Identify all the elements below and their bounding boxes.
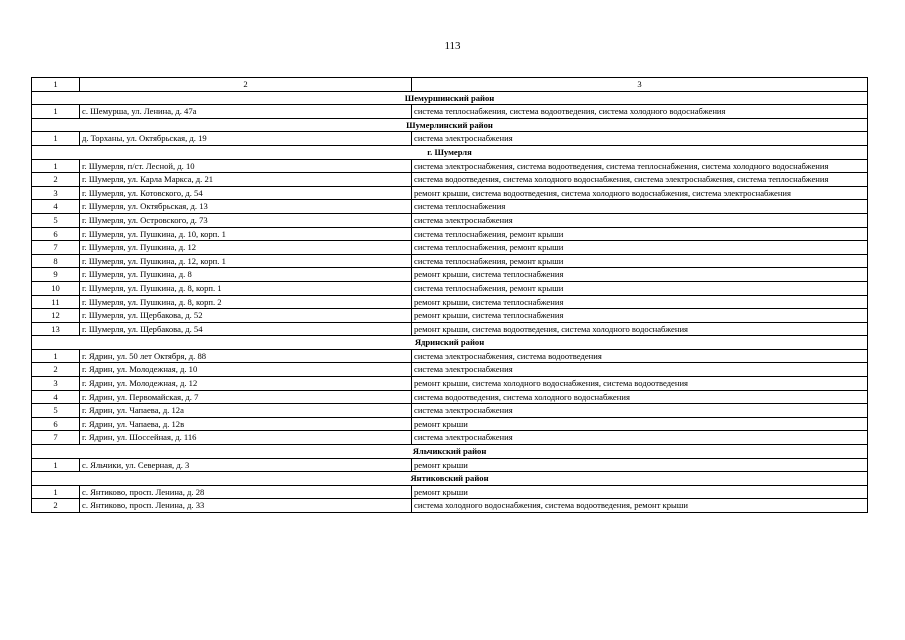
- table-row: [32, 200, 868, 214]
- row-address: г. Шумерля, ул. Октябрьская, д. 13: [80, 200, 412, 214]
- district-name: Ядринский район: [32, 336, 868, 350]
- table-row: [32, 227, 868, 241]
- row-works: ремонт крыши, система холодного водоснабжения, система водоотведения: [412, 377, 868, 391]
- row-works: система теплоснабжения, ремонт крыши: [412, 241, 868, 255]
- column-number-row: [32, 78, 868, 92]
- row-address: г. Ядрин, ул. Чапаева, д. 12в: [80, 417, 412, 431]
- row-number: 5: [32, 404, 80, 418]
- row-address: г. Ядрин, ул. Молодежная, д. 10: [80, 363, 412, 377]
- row-works: ремонт крыши: [412, 458, 868, 472]
- row-address: г. Шумерля, ул. Пушкина, д. 8, корп. 2: [80, 295, 412, 309]
- row-number: 1: [32, 132, 80, 146]
- row-number: 1: [32, 349, 80, 363]
- row-works: ремонт крыши: [412, 417, 868, 431]
- district-row: [32, 472, 868, 486]
- row-number: 9: [32, 268, 80, 282]
- row-number: 12: [32, 309, 80, 323]
- row-works: ремонт крыши, система водоотведения, система холодного водоснабжения, система электроснабжения: [412, 186, 868, 200]
- works-table-body: [32, 78, 868, 513]
- row-works: ремонт крыши, система теплоснабжения: [412, 268, 868, 282]
- row-number: 2: [32, 499, 80, 513]
- table-row: [32, 377, 868, 391]
- row-address: г. Шумерля, ул. Щербакова, д. 54: [80, 322, 412, 336]
- column-number-2: 2: [80, 78, 412, 92]
- row-address: с. Янтиково, просп. Ленина, д. 33: [80, 499, 412, 513]
- row-number: 3: [32, 186, 80, 200]
- table-row: [32, 322, 868, 336]
- row-number: 1: [32, 458, 80, 472]
- table-row: [32, 268, 868, 282]
- table-row: [32, 186, 868, 200]
- row-address: г. Шумерля, ул. Пушкина, д. 12, корп. 1: [80, 254, 412, 268]
- row-number: 2: [32, 363, 80, 377]
- row-address: г. Ядрин, ул. Чапаева, д. 12а: [80, 404, 412, 418]
- row-address: с. Шемурша, ул. Ленина, д. 47а: [80, 105, 412, 119]
- row-address: д. Торханы, ул. Октябрьская, д. 19: [80, 132, 412, 146]
- column-number-1: 1: [32, 78, 80, 92]
- row-works: система теплоснабжения, ремонт крыши: [412, 281, 868, 295]
- row-works: ремонт крыши, система водоотведения, система холодного водоснабжения: [412, 322, 868, 336]
- table-row: [32, 431, 868, 445]
- row-works: система водоотведения, система холодного водоснабжения: [412, 390, 868, 404]
- row-works: система водоотведения, система холодного водоснабжения, система электроснабжения, система теплоснабжения: [412, 173, 868, 187]
- district-name: Янтиковский район: [32, 472, 868, 486]
- row-works: система электроснабжения: [412, 363, 868, 377]
- row-number: 2: [32, 173, 80, 187]
- row-number: 3: [32, 377, 80, 391]
- row-address: с. Янтиково, просп. Ленина, д. 28: [80, 485, 412, 499]
- table-row: [32, 132, 868, 146]
- row-works: ремонт крыши, система теплоснабжения: [412, 309, 868, 323]
- row-number: 11: [32, 295, 80, 309]
- row-address: г. Ядрин, ул. Молодежная, д. 12: [80, 377, 412, 391]
- row-address: г. Ядрин, ул. Шоссейная, д. 116: [80, 431, 412, 445]
- district-row: [32, 91, 868, 105]
- table-row: [32, 390, 868, 404]
- row-address: г. Шумерля, ул. Пушкина, д. 8, корп. 1: [80, 281, 412, 295]
- row-works: система теплоснабжения: [412, 200, 868, 214]
- row-address: г. Ядрин, ул. 50 лет Октября, д. 88: [80, 349, 412, 363]
- table-row: [32, 458, 868, 472]
- column-number-3: 3: [412, 78, 868, 92]
- table-row: [32, 105, 868, 119]
- row-address: г. Шумерля, ул. Котовского, д. 54: [80, 186, 412, 200]
- row-number: 1: [32, 159, 80, 173]
- row-number: 1: [32, 105, 80, 119]
- table-row: [32, 417, 868, 431]
- table-row: [32, 499, 868, 513]
- row-address: г. Шумерля, ул. Карла Маркса, д. 21: [80, 173, 412, 187]
- row-works: система электроснабжения: [412, 404, 868, 418]
- table-row: [32, 309, 868, 323]
- district-name: Яльчикский район: [32, 445, 868, 459]
- table-row: [32, 159, 868, 173]
- row-address: г. Ядрин, ул. Первомайская, д. 7: [80, 390, 412, 404]
- district-row: [32, 445, 868, 459]
- row-number: 4: [32, 390, 80, 404]
- row-address: с. Яльчики, ул. Северная, д. 3: [80, 458, 412, 472]
- row-number: 7: [32, 241, 80, 255]
- row-number: 10: [32, 281, 80, 295]
- row-works: система электроснабжения, система водоотведения: [412, 349, 868, 363]
- table-row: [32, 295, 868, 309]
- row-number: 6: [32, 417, 80, 431]
- district-name: Шумерлинский район: [32, 118, 868, 132]
- table-row: [32, 241, 868, 255]
- row-address: г. Шумерля, ул. Пушкина, д. 12: [80, 241, 412, 255]
- row-works: ремонт крыши: [412, 485, 868, 499]
- row-works: система теплоснабжения, система водоотведения, система холодного водоснабжения: [412, 105, 868, 119]
- table-row: [32, 404, 868, 418]
- row-works: ремонт крыши, система теплоснабжения: [412, 295, 868, 309]
- row-works: система электроснабжения: [412, 431, 868, 445]
- row-address: г. Шумерля, ул. Пушкина, д. 10, корп. 1: [80, 227, 412, 241]
- district-row: [32, 145, 868, 159]
- row-number: 6: [32, 227, 80, 241]
- row-number: 1: [32, 485, 80, 499]
- district-row: [32, 336, 868, 350]
- district-row: [32, 118, 868, 132]
- row-address: г. Шумерля, ул. Островского, д. 73: [80, 213, 412, 227]
- page-number: 113: [444, 40, 461, 52]
- row-works: система теплоснабжения, ремонт крыши: [412, 254, 868, 268]
- row-works: система теплоснабжения, ремонт крыши: [412, 227, 868, 241]
- row-address: г. Шумерля, п/ст. Лесной, д. 10: [80, 159, 412, 173]
- table-row: [32, 485, 868, 499]
- row-number: 13: [32, 322, 80, 336]
- row-address: г. Шумерля, ул. Пушкина, д. 8: [80, 268, 412, 282]
- row-works: система электроснабжения: [412, 213, 868, 227]
- row-address: г. Шумерля, ул. Щербакова, д. 52: [80, 309, 412, 323]
- table-row: [32, 363, 868, 377]
- row-works: система электроснабжения: [412, 132, 868, 146]
- district-name: г. Шумерля: [32, 145, 868, 159]
- table-row: [32, 349, 868, 363]
- table-row: [32, 281, 868, 295]
- row-works: система холодного водоснабжения, система водоотведения, ремонт крыши: [412, 499, 868, 513]
- row-number: 4: [32, 200, 80, 214]
- table-row: [32, 213, 868, 227]
- table-row: [32, 173, 868, 187]
- row-works: система электроснабжения, система водоотведения, система теплоснабжения, система холодного водоснабжения: [412, 159, 868, 173]
- works-table: [31, 77, 868, 513]
- row-number: 7: [32, 431, 80, 445]
- row-number: 8: [32, 254, 80, 268]
- row-number: 5: [32, 213, 80, 227]
- district-name: Шемуршинский район: [32, 91, 868, 105]
- table-row: [32, 254, 868, 268]
